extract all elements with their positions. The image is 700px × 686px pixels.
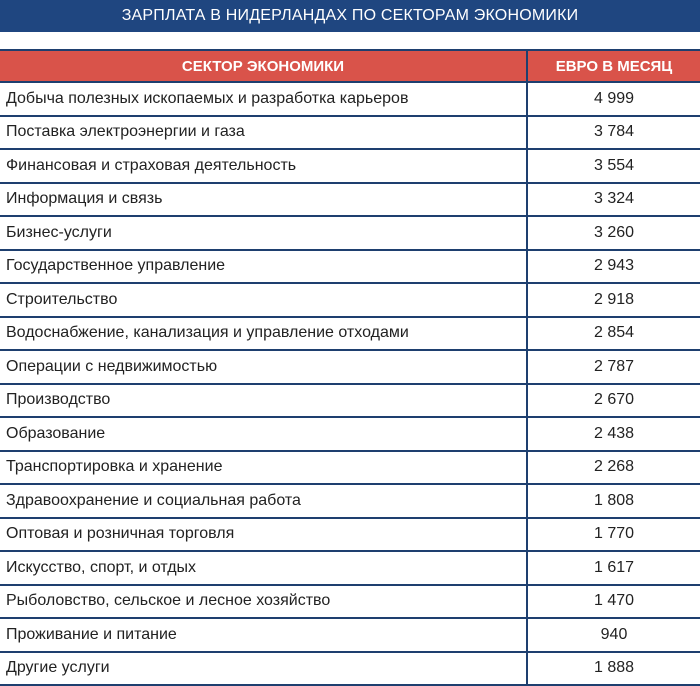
sector-name-cell: Операции с недвижимостью (0, 350, 527, 384)
sector-name-cell: Строительство (0, 283, 527, 317)
table-row (0, 652, 700, 686)
table-header-row (0, 50, 700, 82)
table-row (0, 518, 700, 552)
salary-value-cell: 3 554 (527, 149, 700, 183)
table-title: ЗАРПЛАТА В НИДЕРЛАНДАХ ПО СЕКТОРАМ ЭКОНОМИКИ (0, 0, 700, 32)
sector-name-cell: Добыча полезных ископаемых и разработка карьеров (0, 82, 527, 116)
table-row (0, 250, 700, 284)
sector-name-cell: Другие услуги (0, 652, 527, 686)
column-header-euro-per-month: ЕВРО В МЕСЯЦ (527, 50, 700, 82)
salary-table (0, 49, 700, 686)
table-row (0, 484, 700, 518)
salary-value-cell: 2 854 (527, 317, 700, 351)
table-row (0, 82, 700, 116)
table-row (0, 551, 700, 585)
sector-name-cell: Бизнес-услуги (0, 216, 527, 250)
sector-name-cell: Искусство, спорт, и отдых (0, 551, 527, 585)
salary-value-cell: 940 (527, 618, 700, 652)
table-row (0, 618, 700, 652)
table-row (0, 283, 700, 317)
sector-name-cell: Рыболовство, сельское и лесное хозяйство (0, 585, 527, 619)
sector-name-cell: Здравоохранение и социальная работа (0, 484, 527, 518)
salary-value-cell: 2 918 (527, 283, 700, 317)
salary-value-cell: 1 770 (527, 518, 700, 552)
table-row (0, 183, 700, 217)
salary-value-cell: 3 260 (527, 216, 700, 250)
table-row (0, 149, 700, 183)
salary-value-cell: 4 999 (527, 82, 700, 116)
sector-name-cell: Оптовая и розничная торговля (0, 518, 527, 552)
table-row (0, 384, 700, 418)
salary-table-container (0, 49, 700, 686)
salary-value-cell: 2 670 (527, 384, 700, 418)
table-row (0, 585, 700, 619)
table-row (0, 350, 700, 384)
sector-name-cell: Транспортировка и хранение (0, 451, 527, 485)
sector-name-cell: Образование (0, 417, 527, 451)
table-row (0, 116, 700, 150)
sector-name-cell: Производство (0, 384, 527, 418)
table-body (0, 82, 700, 685)
salary-value-cell: 2 268 (527, 451, 700, 485)
table-row (0, 417, 700, 451)
salary-value-cell: 2 787 (527, 350, 700, 384)
sector-name-cell: Информация и связь (0, 183, 527, 217)
salary-value-cell: 2 943 (527, 250, 700, 284)
table-row (0, 451, 700, 485)
salary-value-cell: 3 784 (527, 116, 700, 150)
salary-value-cell: 1 617 (527, 551, 700, 585)
sector-name-cell: Водоснабжение, канализация и управление отходами (0, 317, 527, 351)
sector-name-cell: Поставка электроэнергии и газа (0, 116, 527, 150)
table-row (0, 216, 700, 250)
salary-value-cell: 1 470 (527, 585, 700, 619)
column-header-sector: СЕКТОР ЭКОНОМИКИ (0, 50, 527, 82)
sector-name-cell: Финансовая и страховая деятельность (0, 149, 527, 183)
sector-name-cell: Проживание и питание (0, 618, 527, 652)
salary-value-cell: 1 888 (527, 652, 700, 686)
salary-value-cell: 2 438 (527, 417, 700, 451)
table-row (0, 317, 700, 351)
salary-value-cell: 3 324 (527, 183, 700, 217)
sector-name-cell: Государственное управление (0, 250, 527, 284)
salary-value-cell: 1 808 (527, 484, 700, 518)
